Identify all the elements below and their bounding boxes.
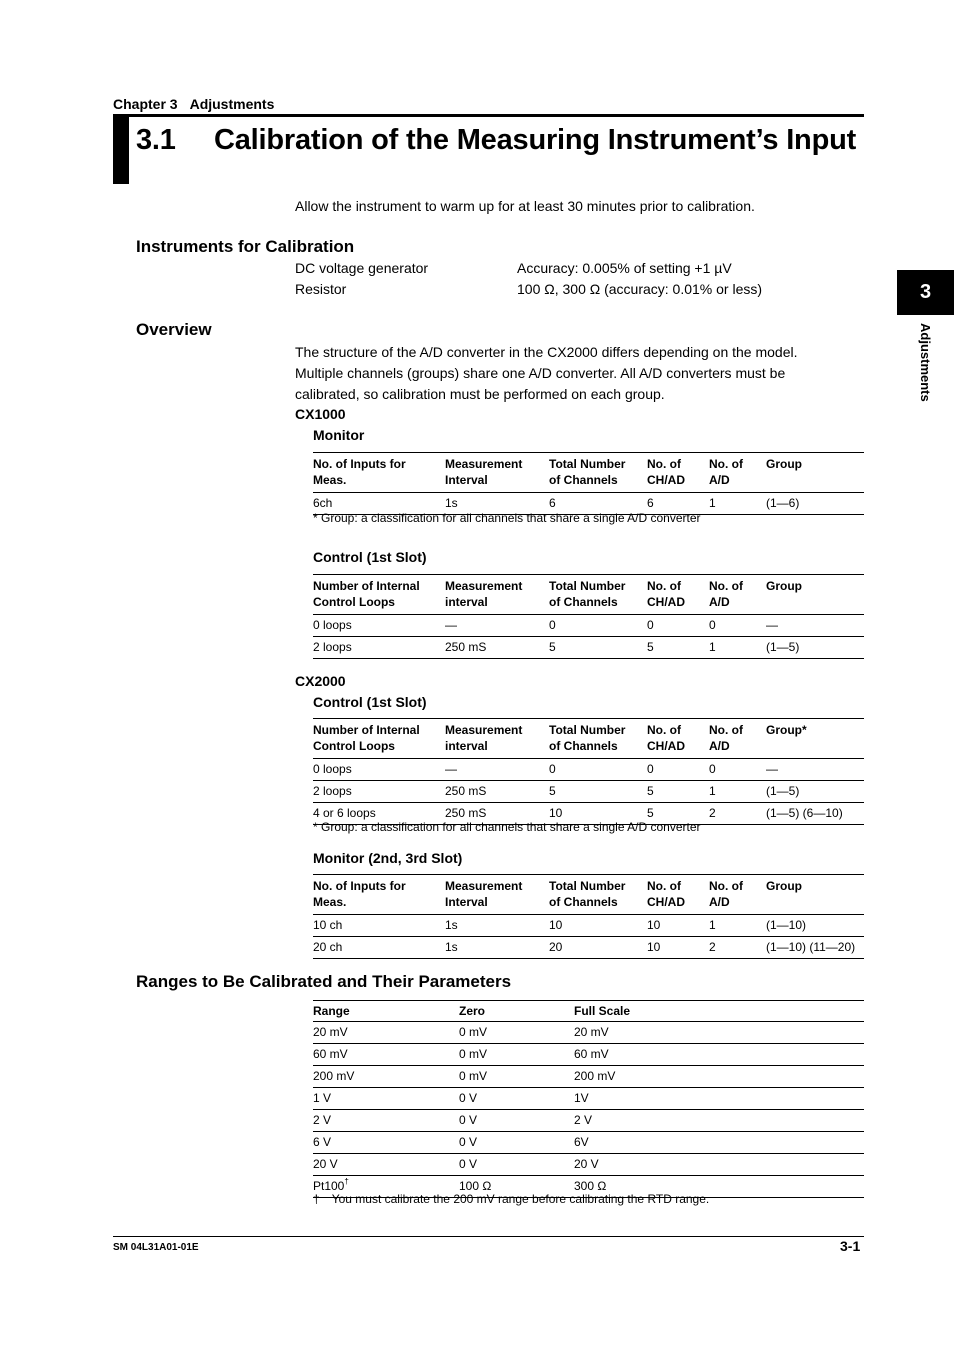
column-header-line: Interval [445, 895, 488, 909]
column-header-line: Meas. [313, 473, 347, 487]
column-header-line: Number of Internal [313, 579, 420, 593]
table-cell: 2 [709, 940, 716, 954]
table-row [313, 637, 864, 659]
column-header-line: Interval [445, 473, 488, 487]
table-cell: 250 mS [445, 784, 487, 798]
table-cell: 0 [709, 618, 716, 632]
table-cell: 250 mS [445, 640, 487, 654]
column-header [766, 575, 864, 615]
table-cell [574, 1022, 864, 1044]
table-cell [313, 1154, 459, 1176]
chapter-tab: 3 [897, 270, 954, 315]
table-cell [313, 1088, 459, 1110]
column-header-line: A/D [709, 595, 730, 609]
column-header-line: A/D [709, 895, 730, 909]
column-header-line: CH/AD [647, 739, 685, 753]
cell-text: 300 Ω [574, 1179, 607, 1193]
table-cell: (1—5) [766, 640, 800, 654]
cell-text: 0 V [459, 1157, 478, 1171]
column-header-line: No. of [709, 579, 743, 593]
page-number: 3-1 [840, 1238, 861, 1254]
cell-text: 0 mV [459, 1025, 488, 1039]
column-header: Full Scale [574, 1004, 631, 1018]
title-bar-decoration [113, 114, 129, 184]
column-header-line: Measurement [445, 879, 523, 893]
table-cell [574, 1066, 864, 1088]
column-header: Zero [459, 1004, 486, 1018]
ranges-heading: Ranges to Be Calibrated and Their Parameters [136, 972, 512, 991]
page-title [136, 124, 856, 157]
table-cell: 0 [549, 618, 556, 632]
table-row [313, 615, 864, 637]
column-header [709, 453, 766, 493]
table-row [313, 915, 864, 937]
cell-text: 2 V [313, 1113, 332, 1127]
table-cell: — [445, 618, 457, 632]
footer-rule [113, 1236, 864, 1237]
column-header [647, 453, 709, 493]
table-cell [459, 1088, 574, 1110]
cell-text: 1 V [313, 1091, 332, 1105]
table-cell [574, 1132, 864, 1154]
column-header-line: A/D [709, 739, 730, 753]
column-header [313, 453, 445, 493]
table-cell: 0 loops [313, 762, 352, 776]
table-cell: 2 loops [313, 784, 352, 798]
table-cell: 1 [709, 496, 716, 510]
column-header [313, 575, 445, 615]
table-cell: (1—6) [766, 496, 800, 510]
table-cell: 0 [709, 762, 716, 776]
table-cell: 6 [549, 496, 556, 510]
table-cell: 1 [709, 640, 716, 654]
column-header [709, 719, 766, 759]
column-header-line: of Channels [549, 739, 618, 753]
column-header-line: CH/AD [647, 595, 685, 609]
column-header-line: No. of [647, 457, 681, 471]
table-header-row [313, 453, 864, 493]
cell-text: 200 mV [313, 1069, 355, 1083]
table-cell: (1—10) [766, 918, 807, 932]
column-header [445, 875, 549, 915]
column-header-line: A/D [709, 473, 730, 487]
column-header-line: of Channels [549, 473, 618, 487]
column-header-line: Meas. [313, 895, 347, 909]
table-row [313, 1088, 864, 1110]
cx1000-control-title: Control (1st Slot) [313, 549, 427, 565]
column-header-line: No. of [709, 457, 743, 471]
table-cell: 1 [709, 784, 716, 798]
table-cell [459, 1110, 574, 1132]
table-header-row [313, 719, 864, 759]
table-cell [574, 1110, 864, 1132]
cell-text: 100 Ω [459, 1179, 492, 1193]
table-row [313, 1154, 864, 1176]
column-header-line: No. of [647, 723, 681, 737]
table-header-row [313, 575, 864, 615]
chapter-tab-label: Adjustments [918, 323, 933, 402]
table-cell: 0 loops [313, 618, 352, 632]
column-header-line: of Channels [549, 595, 618, 609]
table-row [313, 1110, 864, 1132]
table-cell: 2 loops [313, 640, 352, 654]
column-header-line: No. of Inputs for [313, 457, 406, 471]
table-cell: 250 mS [445, 806, 487, 820]
column-header [766, 719, 864, 759]
overview-line: The structure of the A/D converter in the CX2000 differs depending on the model. [295, 344, 798, 360]
cx1000-monitor-table [313, 452, 864, 515]
table-cell: 2 [709, 806, 716, 820]
table-cell: — [445, 762, 457, 776]
column-header-line: No. of [647, 879, 681, 893]
column-header [549, 453, 647, 493]
cell-text: 6 V [313, 1135, 332, 1149]
intro-text: Allow the instrument to warm up for at least 30 minutes prior to calibration. [295, 198, 755, 214]
column-header-line: interval [445, 595, 488, 609]
document-id: SM 04L31A01-01E [113, 1242, 199, 1253]
column-header-line [766, 472, 864, 488]
table-cell: 5 [549, 784, 556, 798]
table-cell: — [766, 618, 778, 632]
table-row [313, 781, 864, 803]
chapter-label: Chapter 3 Adjustments [113, 96, 275, 112]
table-cell [574, 1088, 864, 1110]
cx2000-control-table [313, 718, 864, 825]
column-header-line: Measurement [445, 457, 523, 471]
column-header-line: Group [766, 457, 802, 471]
column-header [647, 575, 709, 615]
table-cell: 6 [647, 496, 654, 510]
table-row [313, 1066, 864, 1088]
cell-text: 20 V [574, 1157, 599, 1171]
column-header-line: No. of [709, 879, 743, 893]
cell-text: 2 V [574, 1113, 593, 1127]
table-cell [459, 1044, 574, 1066]
header-rule [113, 114, 864, 117]
column-header-line: Control Loops [313, 739, 395, 753]
column-header-line: Total Number [549, 879, 626, 893]
ranges-table [313, 1000, 864, 1198]
column-header-line: Group* [766, 723, 807, 737]
column-header-line: interval [445, 739, 488, 753]
cx2000-control-title: Control (1st Slot) [313, 694, 427, 710]
column-header-line [766, 594, 864, 610]
cell-text: Pt100 [313, 1179, 345, 1193]
cell-text: 20 mV [574, 1025, 609, 1039]
table-cell: 1s [445, 940, 458, 954]
ranges-note-text: You must calibrate the 200 mV range before calibrating the RTD range. [331, 1192, 710, 1206]
instruments-heading: Instruments for Calibration [136, 237, 355, 256]
table-cell: 6ch [313, 496, 333, 510]
ranges-note [313, 1192, 709, 1206]
table-cell: 0 [549, 762, 556, 776]
instrument-name: Resistor [295, 281, 347, 297]
cx1000-control-table [313, 574, 864, 659]
table-cell: — [766, 762, 778, 776]
table-cell [459, 1132, 574, 1154]
table-cell: 10 [549, 806, 563, 820]
table-cell: 10 ch [313, 918, 343, 932]
cx1000-heading: CX1000 [295, 406, 346, 422]
cell-text: 0 V [459, 1135, 478, 1149]
column-header [766, 453, 864, 493]
table-cell [459, 1066, 574, 1088]
table-cell: 0 [647, 618, 654, 632]
column-header [766, 875, 864, 915]
overview-paragraph [295, 342, 798, 405]
column-header [549, 575, 647, 615]
column-header-line: Group [766, 579, 802, 593]
cell-text: 20 mV [313, 1025, 348, 1039]
column-header [445, 453, 549, 493]
table-row [313, 937, 864, 959]
table-cell [313, 1044, 459, 1066]
instrument-name: DC voltage generator [295, 260, 429, 276]
cell-text: 60 mV [313, 1047, 348, 1061]
column-header-line: Group [766, 879, 802, 893]
table-cell: 10 [647, 918, 661, 932]
table-cell: 4 or 6 loops [313, 806, 376, 820]
table-cell [313, 1132, 459, 1154]
table-cell: 20 [549, 940, 563, 954]
ranges-header-row [313, 1001, 864, 1022]
cx2000-monitor-title: Monitor (2nd, 3rd Slot) [313, 850, 463, 866]
table-cell: 5 [647, 784, 654, 798]
table-cell [459, 1022, 574, 1044]
column-header-line [766, 894, 864, 910]
table-cell: 1s [445, 918, 458, 932]
column-header-line: CH/AD [647, 473, 685, 487]
cell-text: 20 V [313, 1157, 338, 1171]
table-row [313, 1044, 864, 1066]
column-header [647, 875, 709, 915]
cell-text: 0 V [459, 1091, 478, 1105]
overview-heading: Overview [136, 320, 212, 339]
table-cell: 1 [709, 918, 716, 932]
table-header-row [313, 875, 864, 915]
column-header-line: Measurement [445, 579, 523, 593]
table-row [313, 1132, 864, 1154]
column-header-line: No. of Inputs for [313, 879, 406, 893]
table-cell [313, 1110, 459, 1132]
table-cell: (1—5) (6—10) [766, 806, 843, 820]
section-title: Calibration of the Measuring Instrument’s Input [214, 124, 857, 156]
cell-text: 0 mV [459, 1047, 488, 1061]
dagger-superscript: † [344, 1177, 349, 1186]
table-cell: 10 [549, 918, 563, 932]
column-header [549, 875, 647, 915]
table-cell: 1s [445, 496, 458, 510]
column-header-line: Measurement [445, 723, 523, 737]
column-header [647, 719, 709, 759]
cx2000-control-note: * Group: a classification for all channels that share a single A/D converter [313, 820, 701, 834]
table-cell [313, 1022, 459, 1044]
table-row [313, 759, 864, 781]
table-cell: (1—5) [766, 784, 800, 798]
table-cell [459, 1154, 574, 1176]
column-header-line: CH/AD [647, 895, 685, 909]
cx1000-monitor-note: * Group: a classification for all channels that share a single A/D converter [313, 511, 701, 525]
table-cell: 10 [647, 940, 661, 954]
column-header [313, 719, 445, 759]
instrument-spec: 100 Ω, 300 Ω (accuracy: 0.01% or less) [517, 281, 763, 297]
dagger-mark: † [313, 1192, 320, 1206]
table-cell: 5 [647, 806, 654, 820]
table-cell: (1—10) (11—20) [766, 940, 856, 954]
cx2000-monitor-table [313, 874, 864, 959]
instrument-spec: Accuracy: 0.005% of setting +1 µV [517, 260, 732, 276]
column-header [445, 719, 549, 759]
column-header-line [766, 738, 864, 754]
column-header-line: of Channels [549, 895, 618, 909]
column-header [549, 719, 647, 759]
table-cell [574, 1154, 864, 1176]
cell-text: 1V [574, 1091, 589, 1105]
column-header-line: Total Number [549, 579, 626, 593]
cell-text: 0 V [459, 1113, 478, 1127]
column-header-line: Total Number [549, 723, 626, 737]
overview-line: Multiple channels (groups) share one A/D converter. All A/D converters must be [295, 365, 786, 381]
cell-text: 6V [574, 1135, 589, 1149]
table-cell: 5 [549, 640, 556, 654]
table-cell [313, 1066, 459, 1088]
cx1000-monitor-title: Monitor [313, 427, 365, 443]
cell-text: 200 mV [574, 1069, 616, 1083]
cx2000-heading: CX2000 [295, 673, 346, 689]
column-header-line: No. of [647, 579, 681, 593]
column-header [313, 875, 445, 915]
overview-line: calibrated, so calibration must be performed on each group. [295, 386, 665, 402]
column-header-line: Control Loops [313, 595, 395, 609]
table-row [313, 1022, 864, 1044]
cell-text: 0 mV [459, 1069, 488, 1083]
table-cell: 20 ch [313, 940, 343, 954]
section-number: 3.1 [136, 124, 176, 156]
column-header [445, 575, 549, 615]
column-header-line: Total Number [549, 457, 626, 471]
column-header [709, 875, 766, 915]
column-header: Range [313, 1004, 350, 1018]
cell-text: 60 mV [574, 1047, 609, 1061]
column-header [709, 575, 766, 615]
table-cell: 0 [647, 762, 654, 776]
column-header-line: Number of Internal [313, 723, 420, 737]
table-cell: 5 [647, 640, 654, 654]
column-header-line: No. of [709, 723, 743, 737]
table-cell [574, 1044, 864, 1066]
